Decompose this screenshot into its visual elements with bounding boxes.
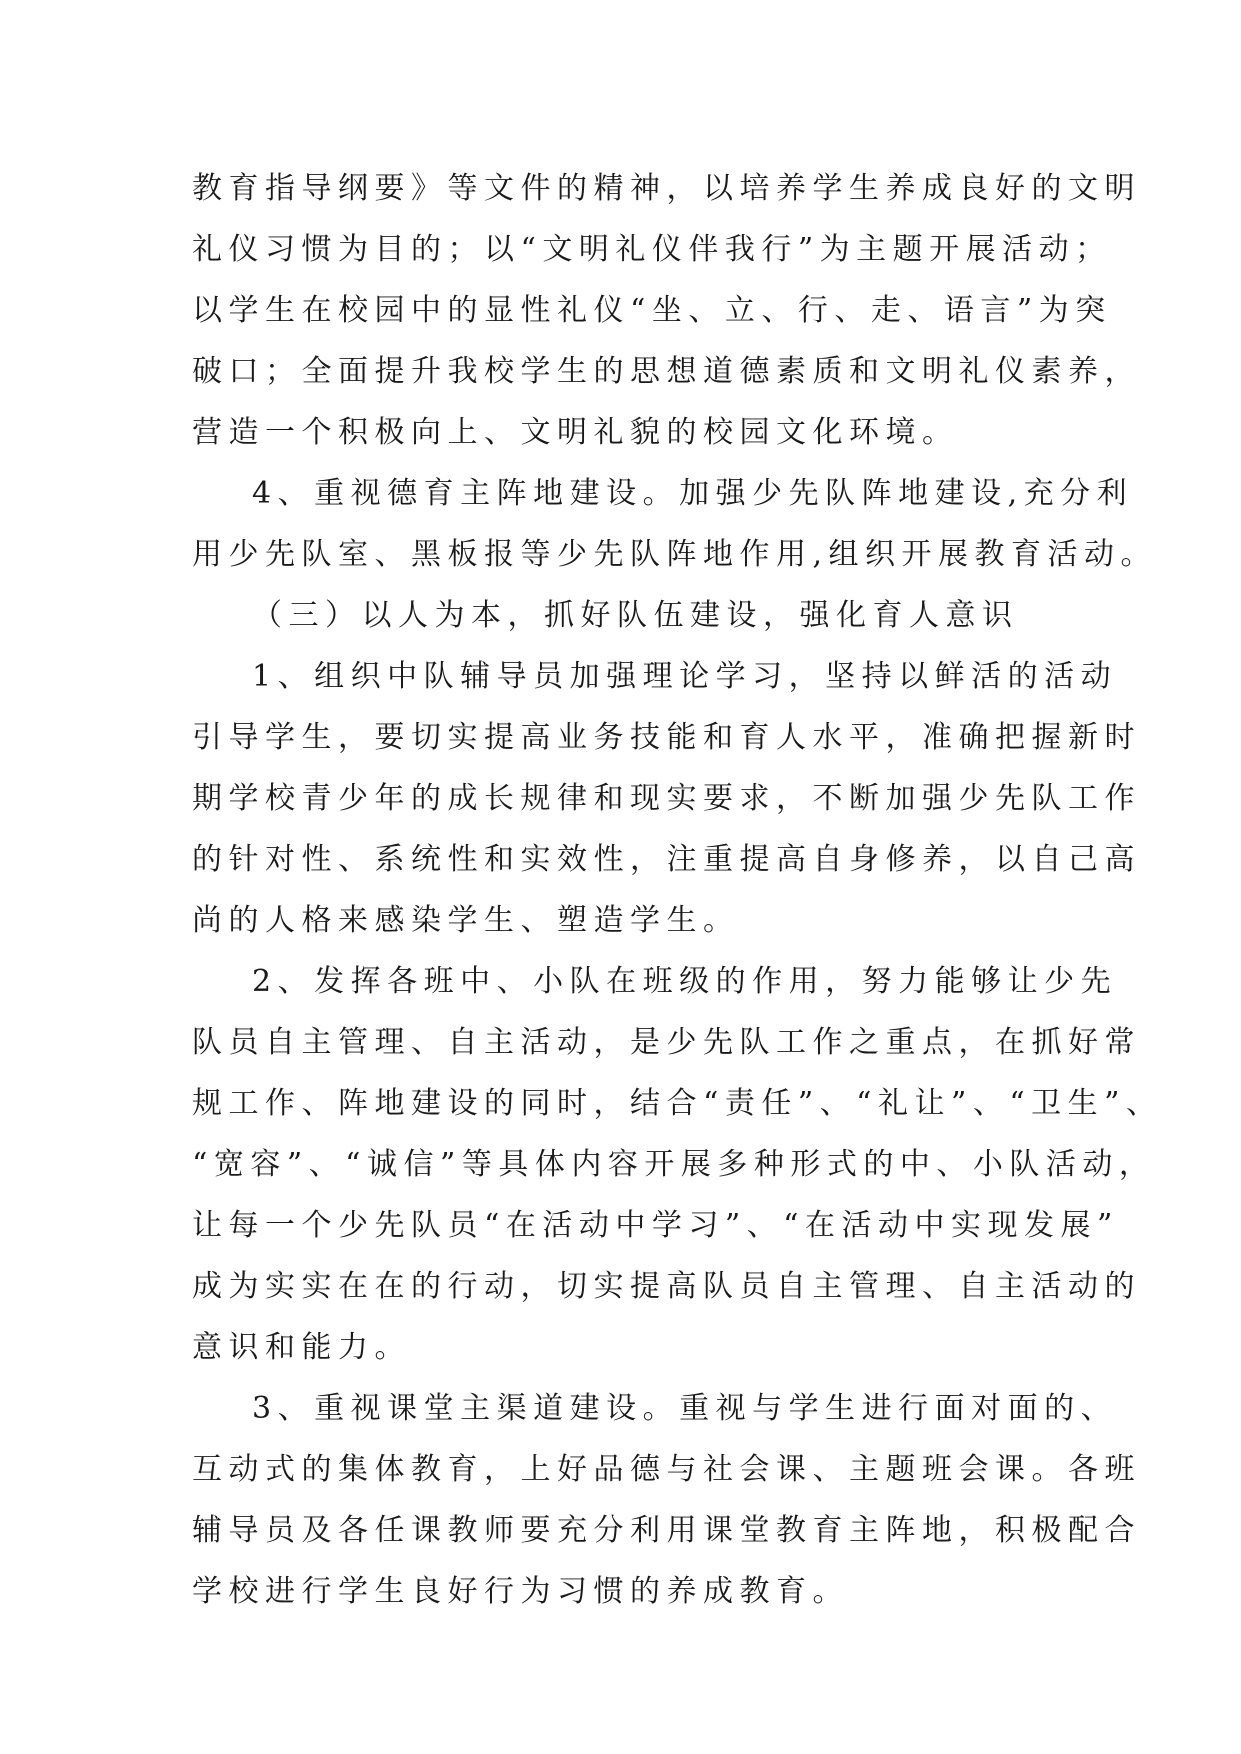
text-line: 队员自主管理、自主活动，是少先队工作之重点，在抓好常 [192,1025,1141,1060]
text-line: 1、组织中队辅导员加强理论学习，坚持以鲜活的活动 [252,659,1118,694]
text-line: 尚的人格来感染学生、塑造学生。 [192,903,740,938]
text-line: 辅导员及各任课教师要充分利用课堂教育主阵地，积极配合 [192,1513,1141,1548]
text-line: 4、重视德育主阵地建设。加强少先队阵地建设,充分利 [252,476,1134,511]
text-line: 的针对性、系统性和实效性，注重提高自身修养，以自己高 [192,842,1141,877]
text-line: 3、重视课堂主渠道建设。重视与学生进行面对面的、 [252,1391,1118,1426]
text-line: （三）以人为本，抓好队伍建设，强化育人意识 [252,598,1019,633]
text-line: 互动式的集体教育，上好品德与社会课、主题班会课。各班 [192,1452,1141,1487]
text-line: 教育指导纲要》等文件的精神，以培养学生养成良好的文明 [192,171,1141,206]
text-line: 破口；全面提升我校学生的思想道德素质和文明礼仪素养， [192,354,1141,389]
text-line: 礼仪习惯为目的；以“文明礼仪伴我行”为主题开展活动； [192,232,1112,267]
text-line: 用少先队室、黑板报等少先队阵地作用,组织开展教育活动。 [192,537,1158,572]
text-line: 以学生在校园中的显性礼仪“坐、立、行、走、语言”为突 [192,293,1112,328]
text-line: 2、发挥各班中、小队在班级的作用，努力能够让少先 [252,964,1118,999]
text-line: 规工作、阵地建设的同时，结合“责任”、“礼让”、“卫生”、 [192,1086,1163,1121]
text-line: “宽容”、“诚信”等具体内容开展多种形式的中、小队活动， [192,1147,1156,1182]
text-line: 成为实实在在的行动，切实提高队员自主管理、自主活动的 [192,1269,1141,1304]
text-line: 意识和能力。 [192,1330,411,1365]
text-line: 引导学生，要切实提高业务技能和育人水平，准确把握新时 [192,720,1141,755]
text-line: 学校进行学生良好行为习惯的养成教育。 [192,1574,849,1609]
text-line: 营造一个积极向上、文明礼貌的校园文化环境。 [192,415,959,450]
text-line: 期学校青少年的成长规律和现实要求，不断加强少先队工作 [192,781,1141,816]
body-text [192,158,1163,1622]
text-line: 让每一个少先队员“在活动中学习”、“在活动中实现发展” [192,1208,1119,1243]
